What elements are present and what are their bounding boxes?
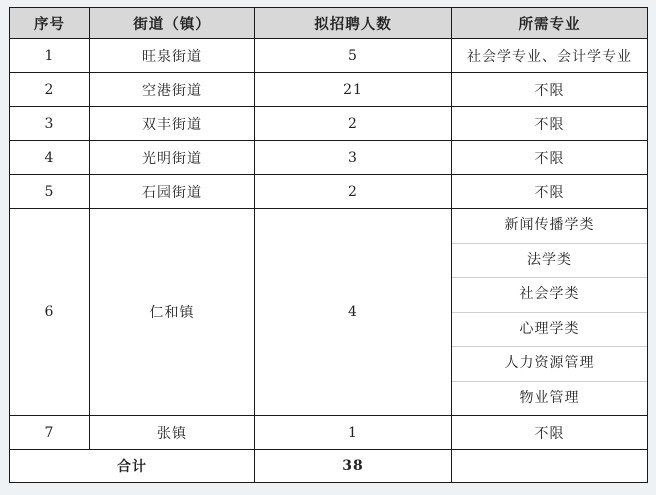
total-count: 38: [255, 450, 452, 483]
row-street: 双丰街道: [90, 107, 255, 141]
major-list: [452, 209, 647, 415]
total-label: 合计: [10, 450, 255, 483]
row-count: 2: [255, 175, 452, 209]
recruitment-table-wrapper: [9, 7, 647, 483]
row-major: 不限: [452, 107, 648, 141]
row-street: 仁和镇: [90, 209, 255, 416]
table-row: [10, 39, 648, 73]
row-street: 张镇: [90, 416, 255, 450]
row-no: 4: [10, 141, 90, 175]
table-row: [10, 107, 648, 141]
header-row: [10, 8, 648, 39]
row-major: 不限: [452, 141, 648, 175]
recruitment-table: [9, 7, 648, 483]
table-row: [10, 209, 648, 416]
row-street: 光明街道: [90, 141, 255, 175]
row-count: 5: [255, 39, 452, 73]
header-count: 拟招聘人数: [255, 8, 452, 39]
major-item: 新闻传播学类: [452, 209, 647, 244]
major-item: 物业管理: [519, 389, 580, 406]
row-major: 不限: [452, 73, 648, 107]
header-major: 所需专业: [452, 8, 648, 39]
row-count: 3: [255, 141, 452, 175]
table-row: [10, 141, 648, 175]
row-no: 2: [10, 73, 90, 107]
row-major: 不限: [452, 416, 648, 450]
row-major: 社会学专业、会计学专业: [452, 39, 648, 73]
row-count: 1: [255, 416, 452, 450]
header-no: 序号: [10, 8, 90, 39]
table-row: [10, 175, 648, 209]
total-empty: [452, 450, 648, 483]
row-no: 3: [10, 107, 90, 141]
table-row: [10, 416, 648, 450]
row-count: 21: [255, 73, 452, 107]
row-major-list-cell: [452, 209, 648, 416]
row-no: 1: [10, 39, 90, 73]
major-item: 法学类: [452, 244, 647, 279]
row-street: 石园街道: [90, 175, 255, 209]
row-major: 不限: [452, 175, 648, 209]
major-item: 社会学类: [452, 278, 647, 313]
row-count: 4: [255, 209, 452, 416]
table-row: [10, 73, 648, 107]
row-street: 旺泉街道: [90, 39, 255, 73]
row-count: 2: [255, 107, 452, 141]
major-item: 心理学类: [452, 313, 647, 348]
row-no: 7: [10, 416, 90, 450]
row-street: 空港街道: [90, 73, 255, 107]
total-row: [10, 450, 648, 483]
row-no: 6: [10, 209, 90, 416]
header-street: 街道（镇）: [90, 8, 255, 39]
major-item: 人力资源管理: [452, 347, 647, 382]
row-no: 5: [10, 175, 90, 209]
